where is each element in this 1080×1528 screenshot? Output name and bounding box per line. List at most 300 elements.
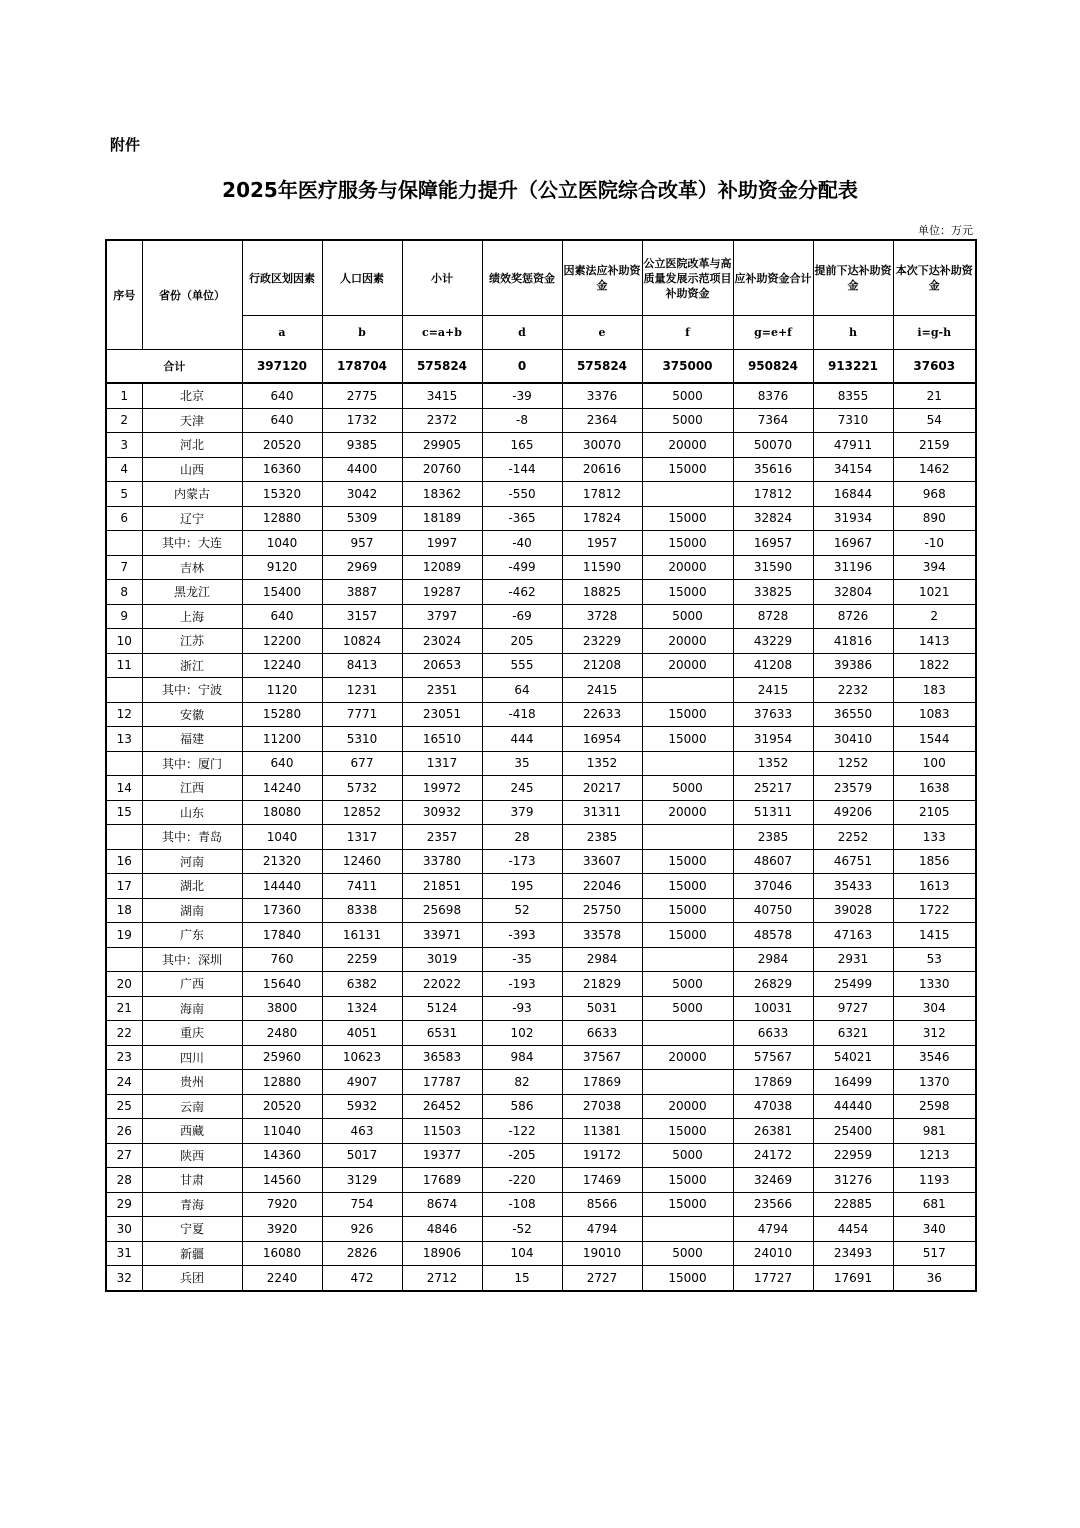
table-row: [106, 947, 976, 972]
value-cell: 23579: [813, 776, 893, 801]
value-cell: 31311: [562, 800, 642, 825]
value-cell: 2: [893, 604, 976, 629]
total-cell: 397120: [242, 350, 322, 384]
value-cell: 2357: [402, 825, 482, 850]
row-number: 8: [106, 580, 142, 605]
value-cell: -108: [482, 1192, 562, 1217]
value-cell: 2232: [813, 678, 893, 703]
value-cell: 2252: [813, 825, 893, 850]
value-cell: 183: [893, 678, 976, 703]
table-row: [106, 629, 976, 654]
row-number: 17: [106, 874, 142, 899]
value-cell: 17469: [562, 1168, 642, 1193]
table-row: [106, 1241, 976, 1266]
value-cell: 12880: [242, 1070, 322, 1095]
value-cell: -173: [482, 849, 562, 874]
value-cell: 968: [893, 482, 976, 507]
row-number: 29: [106, 1192, 142, 1217]
value-cell: 35: [482, 751, 562, 776]
value-cell: 7411: [322, 874, 402, 899]
value-cell: 23051: [402, 702, 482, 727]
value-cell: 15000: [642, 923, 733, 948]
value-cell: 3019: [402, 947, 482, 972]
value-cell: 4846: [402, 1217, 482, 1242]
header-col: 提前下达补助资金: [813, 240, 893, 316]
value-cell: 22046: [562, 874, 642, 899]
value-cell: 245: [482, 776, 562, 801]
value-cell: 14440: [242, 874, 322, 899]
value-cell: 472: [322, 1266, 402, 1291]
value-cell: 9385: [322, 433, 402, 458]
value-cell: 2984: [733, 947, 813, 972]
total-cell: 575824: [562, 350, 642, 384]
value-cell: 312: [893, 1021, 976, 1046]
value-cell: 31934: [813, 506, 893, 531]
row-number: 32: [106, 1266, 142, 1291]
value-cell: 21851: [402, 874, 482, 899]
allocation-table: [105, 239, 977, 1292]
value-cell: 1544: [893, 727, 976, 752]
value-cell: 5732: [322, 776, 402, 801]
value-cell: 15000: [642, 874, 733, 899]
formula-cell: b: [322, 316, 402, 350]
formula-cell: g=e+f: [733, 316, 813, 350]
row-number: 15: [106, 800, 142, 825]
value-cell: 54021: [813, 1045, 893, 1070]
table-row: [106, 408, 976, 433]
table-row: [106, 457, 976, 482]
province-name: 湖北: [142, 874, 242, 899]
value-cell: 33578: [562, 923, 642, 948]
value-cell: 1613: [893, 874, 976, 899]
value-cell: 3887: [322, 580, 402, 605]
value-cell: 12200: [242, 629, 322, 654]
value-cell: 394: [893, 555, 976, 580]
value-cell: 22959: [813, 1143, 893, 1168]
value-cell: 43229: [733, 629, 813, 654]
province-name: 北京: [142, 383, 242, 408]
value-cell: 2385: [562, 825, 642, 850]
value-cell: 54: [893, 408, 976, 433]
value-cell: 19377: [402, 1143, 482, 1168]
value-cell: 20000: [642, 433, 733, 458]
table-row: [106, 1266, 976, 1291]
value-cell: 29905: [402, 433, 482, 458]
row-number: 21: [106, 996, 142, 1021]
formula-cell: a: [242, 316, 322, 350]
value-cell: 1330: [893, 972, 976, 997]
table-row: [106, 702, 976, 727]
value-cell: 8338: [322, 898, 402, 923]
value-cell: 16954: [562, 727, 642, 752]
value-cell: 640: [242, 408, 322, 433]
value-cell: 463: [322, 1119, 402, 1144]
formula-cell: i=g-h: [893, 316, 976, 350]
province-name: 其中：厦门: [142, 751, 242, 776]
value-cell: 37567: [562, 1045, 642, 1070]
province-name: 江苏: [142, 629, 242, 654]
value-cell: 2969: [322, 555, 402, 580]
value-cell: 4794: [733, 1217, 813, 1242]
table-row: [106, 1143, 976, 1168]
value-cell: 17824: [562, 506, 642, 531]
value-cell: 8413: [322, 653, 402, 678]
value-cell: 41816: [813, 629, 893, 654]
value-cell: 37633: [733, 702, 813, 727]
value-cell: 25750: [562, 898, 642, 923]
value-cell: 31196: [813, 555, 893, 580]
value-cell: 15000: [642, 849, 733, 874]
value-cell: 2775: [322, 383, 402, 408]
total-row: [106, 350, 976, 384]
value-cell: 340: [893, 1217, 976, 1242]
value-cell: 26452: [402, 1094, 482, 1119]
value-cell: 36: [893, 1266, 976, 1291]
value-cell: 1856: [893, 849, 976, 874]
value-cell: 2931: [813, 947, 893, 972]
value-cell: 444: [482, 727, 562, 752]
formula-cell: c=a+b: [402, 316, 482, 350]
value-cell: 2105: [893, 800, 976, 825]
value-cell: [642, 482, 733, 507]
value-cell: 24010: [733, 1241, 813, 1266]
value-cell: 18825: [562, 580, 642, 605]
province-name: 宁夏: [142, 1217, 242, 1242]
value-cell: 3415: [402, 383, 482, 408]
value-cell: 35616: [733, 457, 813, 482]
value-cell: 195: [482, 874, 562, 899]
value-cell: 31954: [733, 727, 813, 752]
value-cell: 5000: [642, 383, 733, 408]
value-cell: 6382: [322, 972, 402, 997]
value-cell: 926: [322, 1217, 402, 1242]
table-row: [106, 874, 976, 899]
value-cell: 6531: [402, 1021, 482, 1046]
row-number: [106, 531, 142, 556]
total-cell: 0: [482, 350, 562, 384]
value-cell: 23493: [813, 1241, 893, 1266]
value-cell: 1822: [893, 653, 976, 678]
header-seq: 序号: [106, 240, 142, 350]
value-cell: 1324: [322, 996, 402, 1021]
value-cell: 5000: [642, 1241, 733, 1266]
value-cell: 12880: [242, 506, 322, 531]
value-cell: 17787: [402, 1070, 482, 1095]
value-cell: 165: [482, 433, 562, 458]
row-number: 28: [106, 1168, 142, 1193]
value-cell: 18906: [402, 1241, 482, 1266]
province-name: 贵州: [142, 1070, 242, 1095]
total-cell: 950824: [733, 350, 813, 384]
value-cell: 52: [482, 898, 562, 923]
row-number: 7: [106, 555, 142, 580]
value-cell: 2385: [733, 825, 813, 850]
value-cell: [642, 947, 733, 972]
value-cell: 57567: [733, 1045, 813, 1070]
value-cell: -40: [482, 531, 562, 556]
province-name: 新疆: [142, 1241, 242, 1266]
value-cell: 11381: [562, 1119, 642, 1144]
row-number: 3: [106, 433, 142, 458]
value-cell: 1193: [893, 1168, 976, 1193]
province-name: 辽宁: [142, 506, 242, 531]
value-cell: 1120: [242, 678, 322, 703]
value-cell: -8: [482, 408, 562, 433]
province-name: 湖南: [142, 898, 242, 923]
value-cell: 17869: [562, 1070, 642, 1095]
value-cell: 27038: [562, 1094, 642, 1119]
value-cell: 8376: [733, 383, 813, 408]
value-cell: 17360: [242, 898, 322, 923]
value-cell: 21829: [562, 972, 642, 997]
value-cell: 1317: [402, 751, 482, 776]
table-row: [106, 898, 976, 923]
value-cell: 46751: [813, 849, 893, 874]
value-cell: -35: [482, 947, 562, 972]
table-row: [106, 825, 976, 850]
province-name: 黑龙江: [142, 580, 242, 605]
value-cell: 7771: [322, 702, 402, 727]
value-cell: 15000: [642, 702, 733, 727]
value-cell: 1213: [893, 1143, 976, 1168]
total-cell: 37603: [893, 350, 976, 384]
province-name: 江西: [142, 776, 242, 801]
table-row: [106, 923, 976, 948]
value-cell: 5309: [322, 506, 402, 531]
province-name: 其中：宁波: [142, 678, 242, 703]
total-cell: 178704: [322, 350, 402, 384]
province-name: 浙江: [142, 653, 242, 678]
province-name: 吉林: [142, 555, 242, 580]
value-cell: 20000: [642, 555, 733, 580]
value-cell: 64: [482, 678, 562, 703]
value-cell: 754: [322, 1192, 402, 1217]
row-number: 23: [106, 1045, 142, 1070]
value-cell: 1722: [893, 898, 976, 923]
province-name: 甘肃: [142, 1168, 242, 1193]
value-cell: 7920: [242, 1192, 322, 1217]
value-cell: 17691: [813, 1266, 893, 1291]
value-cell: 22885: [813, 1192, 893, 1217]
value-cell: 36583: [402, 1045, 482, 1070]
province-name: 内蒙古: [142, 482, 242, 507]
table-row: [106, 506, 976, 531]
table-row: [106, 1192, 976, 1217]
value-cell: [642, 1021, 733, 1046]
value-cell: 586: [482, 1094, 562, 1119]
value-cell: 760: [242, 947, 322, 972]
row-number: 13: [106, 727, 142, 752]
value-cell: 19010: [562, 1241, 642, 1266]
value-cell: 2415: [562, 678, 642, 703]
header-col: 因素法应补助资金: [562, 240, 642, 316]
row-number: [106, 678, 142, 703]
value-cell: 2372: [402, 408, 482, 433]
value-cell: [642, 825, 733, 850]
value-cell: 20000: [642, 800, 733, 825]
value-cell: 26381: [733, 1119, 813, 1144]
value-cell: 517: [893, 1241, 976, 1266]
value-cell: 5000: [642, 972, 733, 997]
value-cell: 2984: [562, 947, 642, 972]
province-name: 安徽: [142, 702, 242, 727]
row-number: [106, 751, 142, 776]
province-name: 河北: [142, 433, 242, 458]
value-cell: 6633: [733, 1021, 813, 1046]
document-title: 2025年医疗服务与保障能力提升（公立医院综合改革）补助资金分配表: [222, 178, 858, 202]
value-cell: 2240: [242, 1266, 322, 1291]
value-cell: 15280: [242, 702, 322, 727]
value-cell: 15000: [642, 1192, 733, 1217]
value-cell: 5124: [402, 996, 482, 1021]
value-cell: 31590: [733, 555, 813, 580]
value-cell: 18189: [402, 506, 482, 531]
value-cell: 33780: [402, 849, 482, 874]
value-cell: 33825: [733, 580, 813, 605]
value-cell: 11040: [242, 1119, 322, 1144]
value-cell: 205: [482, 629, 562, 654]
value-cell: 12460: [322, 849, 402, 874]
value-cell: -93: [482, 996, 562, 1021]
table-row: [106, 1119, 976, 1144]
value-cell: 1040: [242, 531, 322, 556]
province-name: 云南: [142, 1094, 242, 1119]
value-cell: 40750: [733, 898, 813, 923]
value-cell: 25400: [813, 1119, 893, 1144]
value-cell: 53: [893, 947, 976, 972]
value-cell: 640: [242, 383, 322, 408]
province-name: 其中：深圳: [142, 947, 242, 972]
row-number: 9: [106, 604, 142, 629]
row-number: 2: [106, 408, 142, 433]
value-cell: 2598: [893, 1094, 976, 1119]
value-cell: 3728: [562, 604, 642, 629]
header-col: 应补助资金合计: [733, 240, 813, 316]
header-col: 公立医院改革与高质量发展示范项目补助资金: [642, 240, 733, 316]
row-number: 19: [106, 923, 142, 948]
value-cell: 50070: [733, 433, 813, 458]
value-cell: 4051: [322, 1021, 402, 1046]
value-cell: 10623: [322, 1045, 402, 1070]
value-cell: 20520: [242, 433, 322, 458]
value-cell: 30932: [402, 800, 482, 825]
value-cell: 1638: [893, 776, 976, 801]
province-name: 天津: [142, 408, 242, 433]
value-cell: -393: [482, 923, 562, 948]
value-cell: 1021: [893, 580, 976, 605]
value-cell: 15000: [642, 1119, 733, 1144]
value-cell: 20000: [642, 629, 733, 654]
value-cell: 11503: [402, 1119, 482, 1144]
value-cell: 2159: [893, 433, 976, 458]
province-name: 重庆: [142, 1021, 242, 1046]
value-cell: 20000: [642, 1094, 733, 1119]
value-cell: 16844: [813, 482, 893, 507]
value-cell: 17812: [562, 482, 642, 507]
value-cell: 16360: [242, 457, 322, 482]
value-cell: [642, 1070, 733, 1095]
table-row: [106, 580, 976, 605]
value-cell: 8674: [402, 1192, 482, 1217]
value-cell: 15000: [642, 727, 733, 752]
value-cell: 304: [893, 996, 976, 1021]
value-cell: -418: [482, 702, 562, 727]
value-cell: 14560: [242, 1168, 322, 1193]
value-cell: 1413: [893, 629, 976, 654]
value-cell: 1352: [733, 751, 813, 776]
value-cell: 1957: [562, 531, 642, 556]
table-row: [106, 1070, 976, 1095]
value-cell: 8728: [733, 604, 813, 629]
value-cell: 4907: [322, 1070, 402, 1095]
value-cell: 17727: [733, 1266, 813, 1291]
value-cell: 133: [893, 825, 976, 850]
value-cell: 16510: [402, 727, 482, 752]
value-cell: 48578: [733, 923, 813, 948]
value-cell: 3042: [322, 482, 402, 507]
value-cell: 2712: [402, 1266, 482, 1291]
value-cell: -52: [482, 1217, 562, 1242]
value-cell: 23566: [733, 1192, 813, 1217]
province-name: 陕西: [142, 1143, 242, 1168]
value-cell: 21: [893, 383, 976, 408]
value-cell: 25499: [813, 972, 893, 997]
row-number: 24: [106, 1070, 142, 1095]
header-col: 人口因素: [322, 240, 402, 316]
value-cell: 1370: [893, 1070, 976, 1095]
table-row: [106, 482, 976, 507]
province-name: 广东: [142, 923, 242, 948]
province-name: 福建: [142, 727, 242, 752]
table-row: [106, 653, 976, 678]
row-number: 10: [106, 629, 142, 654]
value-cell: 104: [482, 1241, 562, 1266]
value-cell: 12852: [322, 800, 402, 825]
value-cell: 21320: [242, 849, 322, 874]
table-row: [106, 751, 976, 776]
province-name: 山西: [142, 457, 242, 482]
table-row: [106, 1021, 976, 1046]
value-cell: 100: [893, 751, 976, 776]
unit-label: 单位：万元: [918, 224, 973, 237]
value-cell: 14360: [242, 1143, 322, 1168]
value-cell: 5017: [322, 1143, 402, 1168]
value-cell: 555: [482, 653, 562, 678]
formula-cell: d: [482, 316, 562, 350]
value-cell: 39028: [813, 898, 893, 923]
value-cell: 1317: [322, 825, 402, 850]
formula-cell: f: [642, 316, 733, 350]
value-cell: 5000: [642, 1143, 733, 1168]
value-cell: 12089: [402, 555, 482, 580]
province-name: 上海: [142, 604, 242, 629]
table-row: [106, 1168, 976, 1193]
total-cell: 575824: [402, 350, 482, 384]
table-row: [106, 604, 976, 629]
header-col: 绩效奖惩资金: [482, 240, 562, 316]
value-cell: 15000: [642, 1168, 733, 1193]
value-cell: 17689: [402, 1168, 482, 1193]
formula-cell: h: [813, 316, 893, 350]
value-cell: 5031: [562, 996, 642, 1021]
row-number: 27: [106, 1143, 142, 1168]
value-cell: 1231: [322, 678, 402, 703]
value-cell: 19972: [402, 776, 482, 801]
value-cell: -220: [482, 1168, 562, 1193]
value-cell: 3157: [322, 604, 402, 629]
value-cell: 28: [482, 825, 562, 850]
value-cell: 1040: [242, 825, 322, 850]
